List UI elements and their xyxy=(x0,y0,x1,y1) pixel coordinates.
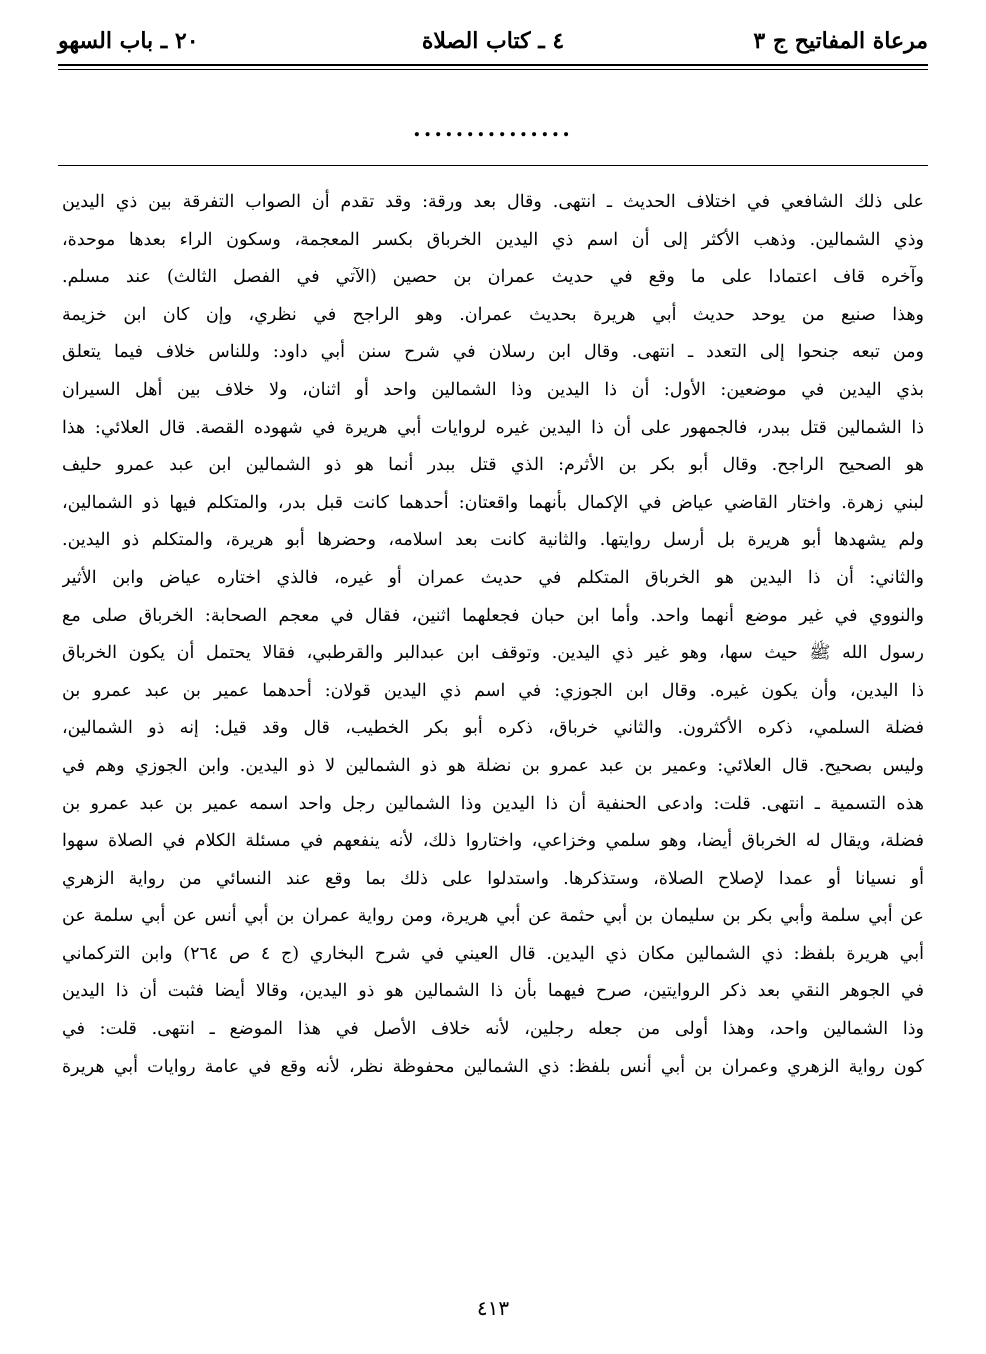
text-line: أو نسيانا أو عمدا لإصلاح الصلاة، وستذكرها. واستدلوا على ذلك بما وقع عند النسائي من رواية الزهري xyxy=(62,868,924,889)
book-title: مرعاة المفاتيح ج ٣ xyxy=(753,28,928,54)
text-line: على ذلك الشافعي في اختلاف الحديث ـ انتهى. وقال بعد ورقة: وقد تقدم أن الصواب التفرقة بين ذي اليدين xyxy=(62,192,924,212)
text-line: كون رواية الزهري وعمران بن أبي أنس بلفظ: ذي الشمالين محفوظة نظر، لأنه وقع في عامة روايات أبي هريرة xyxy=(62,1056,924,1077)
text-line: لبني زهرة. واختار القاضي عياض في الإكمال بأنهما واقعتان: أحدهما كانت قبل بدر، والمتكلم فيها ذو الشمالين، xyxy=(62,492,924,513)
header-rule-thin xyxy=(58,69,928,70)
text-line: ولم يشهدها أبو هريرة بل أرسل روايتها. والثانية كانت بعد اسلامه، وحضرها أبو هريرة، والمتكلم ذو اليدين. xyxy=(62,530,924,551)
text-line: أبي هريرة بلفظ: ذي الشمالين مكان ذي اليدين. قال العيني في شرح البخاري (ج ٤ ص ٢٦٤) وابن التركماني xyxy=(62,943,924,964)
text-line: بذي اليدين في موضعين: الأول: أن ذا اليدين وذا الشمالين واحد أو اثنان، ولا خلاف بين أهل السيران xyxy=(62,379,924,400)
text-line: رسول الله ﷺ حيث سها، وهو غير ذي اليدين. وتوقف ابن عبدالبر والقرطبي، فقالا يحتمل أن يكون الخرباق xyxy=(62,643,924,664)
text-line: فضلة، ويقال له الخرباق أيضا، وهو سلمي وخزاعي، واختاروا ذلك، لأنه ينفعهم في مسئلة الكلام في الصلاة سهوا xyxy=(62,831,924,852)
chapter-title: ٢٠ ـ باب السهو xyxy=(58,28,199,54)
text-line: عن أبي سلمة وأبي بكر بن سليمان بن أبي حثمة عن أبي هريرة، ومن رواية عمران بن أبي أنس عن أبي سلمة عن xyxy=(62,906,924,927)
section-title: ٤ ـ كتاب الصلاة xyxy=(421,28,565,54)
text-line: والنووي في غير موضع أنهما واحد. وأما ابن حبان فجعلهما اثنين، فقال في معجم الصحابة: الخرباق صلى مع xyxy=(62,605,924,626)
text-line: ذا اليدين، وأن يكون غيره. وقال ابن الجوزي: في اسم ذي اليدين قولان: أحدهما عمير بن عبد عمرو بن xyxy=(62,680,924,701)
text-line: وهذا صنيع من يوحد حديث أبي هريرة بحديث عمران. وهو الراجح في نظري، وإن كان ابن خزيمة xyxy=(62,304,924,325)
text-line: وذي الشمالين. وذهب الأكثر إلى أن اسم ذي اليدين الخرباق بكسر المعجمة، وسكون الراء بعدها موحدة، xyxy=(62,229,924,250)
body-text xyxy=(62,184,924,1086)
text-line: وآخره قاف اعتمادا على ما وقع في حديث عمران بن حصين (الآتي في الفصل الثالث) عند مسلم. xyxy=(62,267,924,288)
text-line: فضلة السلمي، ذكره الأكثرون. والثاني خرباق، ذكره أبو بكر الخطيب، قال وقد قيل: إنه ذو الشمالين، xyxy=(62,718,924,739)
text-line: والثاني: أن ذا اليدين هو الخرباق المتكلم في حديث عمران أو غيره، فالذي اختاره عياض وابن الأثير xyxy=(62,567,924,588)
text-line: وليس بصحيح. قال العلائي: وعمير بن عبد عمرو بن نضلة هو ذو الشمالين لا ذو اليدين. وابن الجوزي وهم في xyxy=(62,755,924,776)
header-rule-thick xyxy=(58,64,928,66)
text-line: ومن تبعه جنحوا إلى التعدد ـ انتهى. وقال ابن رسلان في شرح سنن أبي داود: وللناس خلاف فيما يتعلق xyxy=(62,342,924,363)
dotted-separator: ............... xyxy=(413,116,573,142)
page-number: ٤١٣ xyxy=(476,1296,510,1320)
text-line: في الجوهر النقي بعد ذكر الروايتين، صرح فيهما بأن ذا الشمالين هو ذو اليدين، وقالا أيضا فثبت أن ذا اليدين xyxy=(62,981,924,1002)
footnote-rule xyxy=(58,165,928,166)
running-header xyxy=(58,28,928,60)
text-line: هو الصحيح الراجح. وقال أبو بكر بن الأثرم: الذي قتل ببدر أنما هو ذو الشمالين ابن عبد عمرو حليف xyxy=(62,455,924,476)
text-line: وذا الشمالين واحد، وهذا أولى من جعله رجلين، لأنه خلاف الأصل في هذا الموضع ـ انتهى. قلت: في xyxy=(62,1019,924,1040)
text-line: هذه التسمية ـ انتهى. قلت: وادعى الحنفية أن ذا اليدين وذا الشمالين رجل واحد اسمه عمير بن عبد عمرو بن xyxy=(62,793,924,814)
text-line: ذا الشمالين قتل ببدر، فالجمهور على أن ذا اليدين غيره لروايات أبي هريرة في شهوده القصة. قال العلائي: هذا xyxy=(62,417,924,438)
